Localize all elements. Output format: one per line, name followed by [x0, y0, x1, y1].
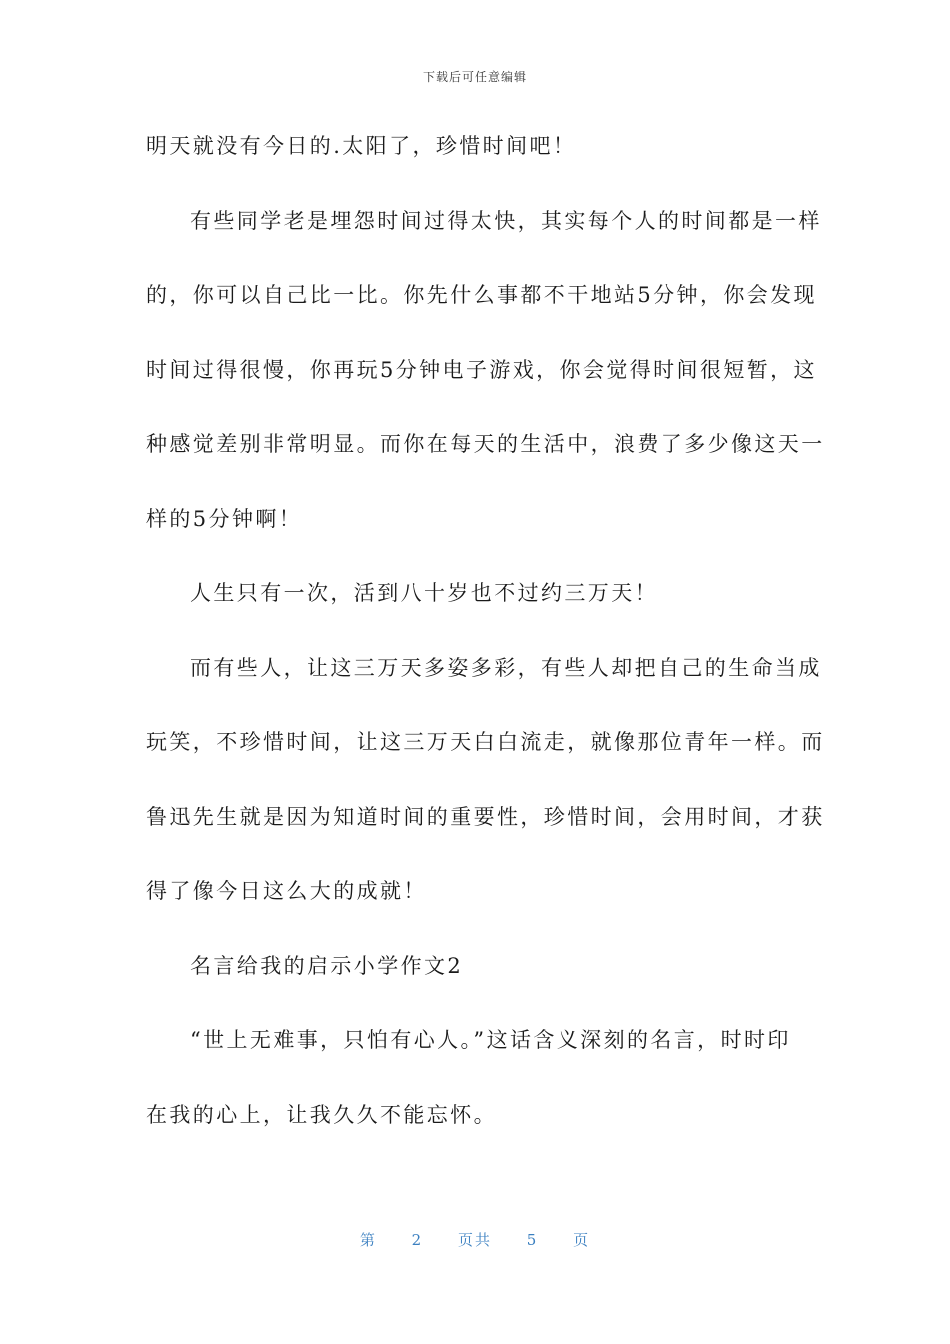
page-total: 5: [526, 1231, 539, 1249]
page-header-note: 下载后可任意编辑: [422, 70, 527, 84]
page-suffix: 页: [573, 1231, 591, 1249]
document-body: [146, 124, 825, 1167]
paragraph-start-line: 有些同学老是埋怨时间过得太快，其实每个人的时间都是一样: [190, 208, 822, 233]
paragraph-start-line: 而有些人，让这三万天多姿多彩，有些人却把自己的生命当成: [190, 655, 822, 680]
text-line: 在我的心上，让我久久不能忘怀。: [146, 1102, 497, 1127]
page-footer: [0, 1229, 950, 1250]
text-line: 种感觉差别非常明显。而你在每天的生活中，浪费了多少像这天一: [146, 432, 825, 456]
text-line: 时间过得很慢，你再玩5分钟电子游戏，你会觉得时间很短暂，这: [146, 357, 817, 382]
section-heading: 名言给我的启示小学作文2: [190, 953, 464, 978]
page-prefix: 第: [359, 1231, 377, 1249]
text-line: 的，你可以自己比一比。你先什么事都不干地站5分钟，你会发现: [146, 283, 817, 307]
text-line: 玩笑，不珍惜时间，让这三万天白白流走，就像那位青年一样。而: [146, 730, 825, 754]
text-line: 得了像今日这么大的成就！: [146, 879, 427, 903]
text-line: 明天就没有今日的.太阳了，珍惜时间吧！: [146, 134, 577, 158]
text-line: 鲁迅先生就是因为知道时间的重要性，珍惜时间，会用时间，才获: [146, 804, 825, 829]
page-mid: 页共: [457, 1231, 492, 1249]
paragraph-start-line: “世上无难事，只怕有心人。”这话含义深刻的名言，时时印: [190, 1028, 791, 1052]
page-number: 2: [411, 1231, 424, 1249]
paragraph-start-line: 人生只有一次，活到八十岁也不过约三万天！: [190, 581, 658, 605]
text-line: 样的5分钟啊！: [146, 506, 303, 531]
